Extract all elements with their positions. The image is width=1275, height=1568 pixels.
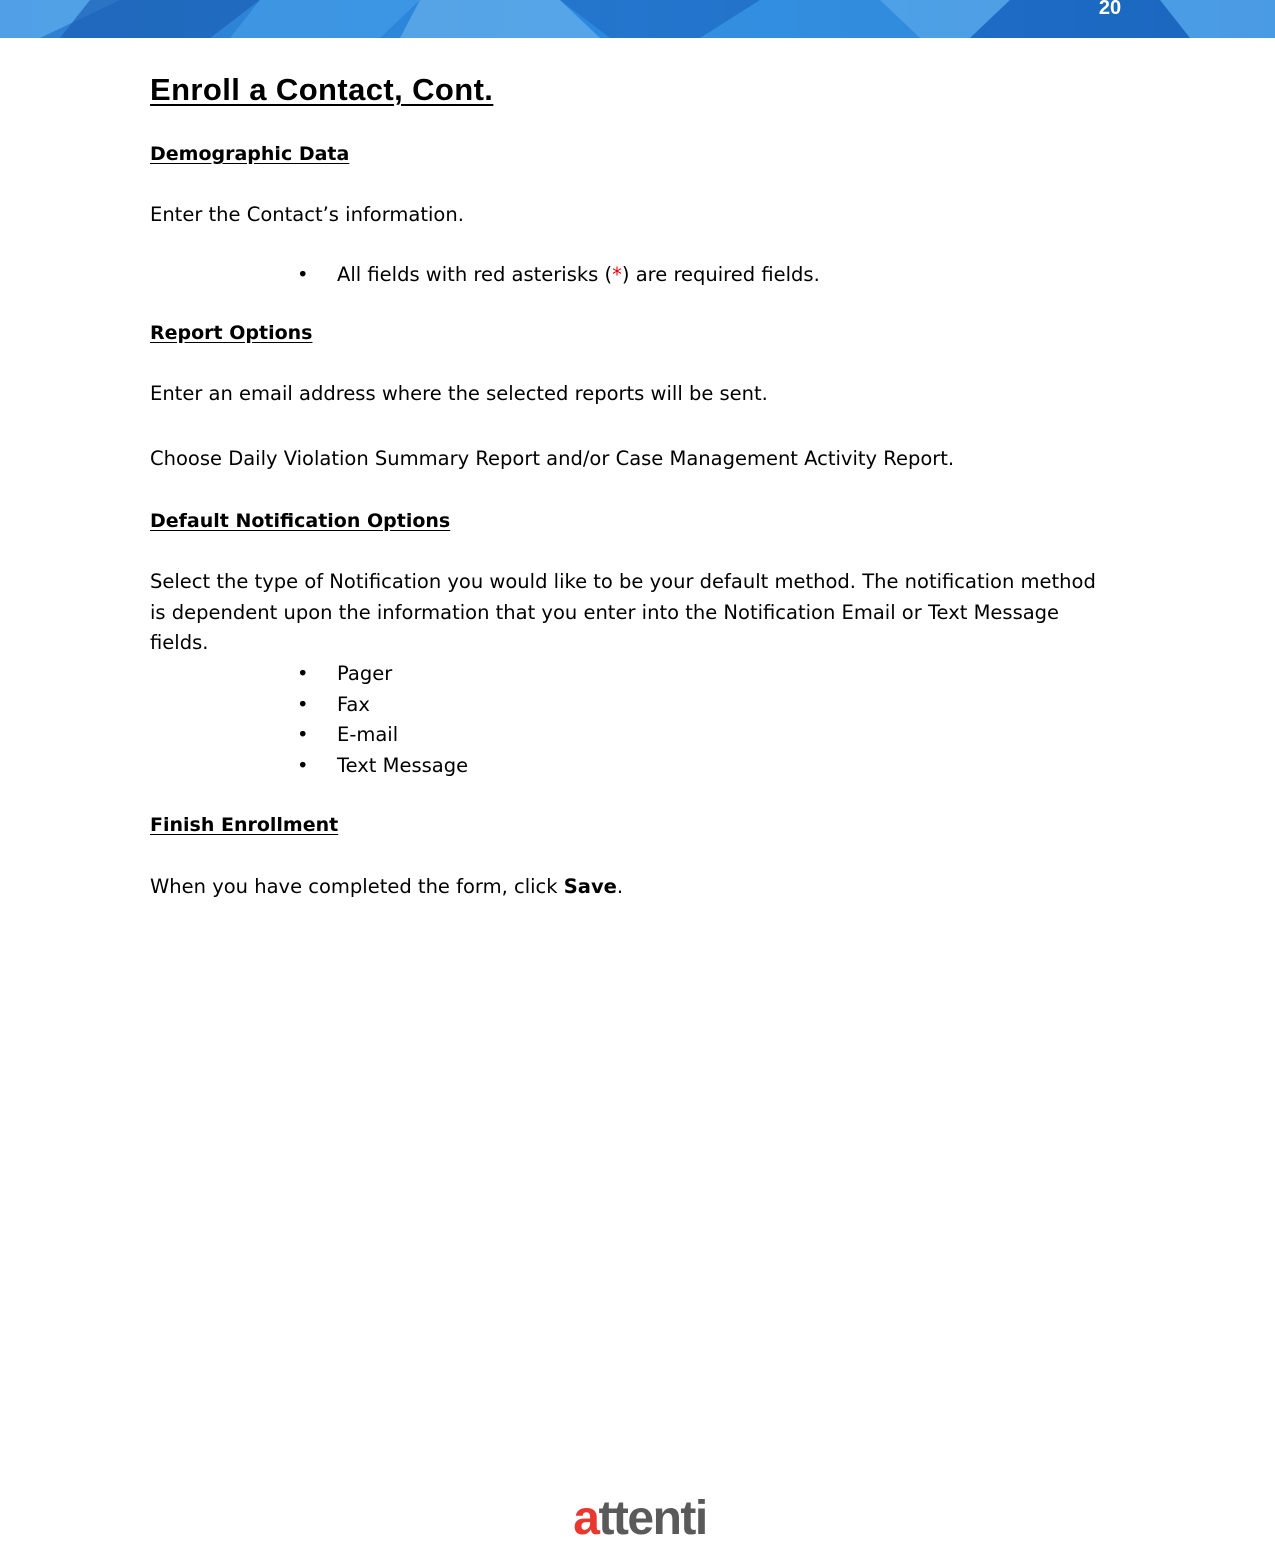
- list-item-label: Text Message: [337, 754, 469, 777]
- notification-text: Select the type of Notification you would like to be your default method. The notification method is dependent upon the information that you enter into the Notification Email or Text Message fields.: [150, 570, 1096, 654]
- section-heading-report-options: Report Options: [150, 322, 313, 344]
- report-options-text-email: Enter an email address where the selected reports will be sent.: [150, 382, 768, 405]
- list-item: [297, 659, 393, 690]
- bullet-icon: •: [297, 723, 309, 746]
- list-item-label: E-mail: [337, 723, 399, 746]
- page-number: 20: [1098, 0, 1122, 19]
- list-item: [297, 720, 399, 751]
- finish-text-suffix: .: [616, 875, 624, 898]
- bullet-icon: •: [297, 662, 309, 685]
- section-heading-notification: Default Notification Options: [150, 510, 451, 532]
- section-heading-finish: Finish Enrollment: [150, 814, 339, 836]
- header-band: [0, 0, 1275, 38]
- required-fields-suffix: ) are required fields.: [621, 263, 820, 286]
- required-fields-prefix: All fields with red asterisks (: [337, 263, 613, 286]
- list-item-label: Fax: [337, 693, 370, 716]
- section-heading-demographic: Demographic Data: [150, 143, 350, 165]
- report-options-text-choose: Choose Daily Violation Summary Report and/or Case Management Activity Report.: [150, 447, 955, 470]
- page-title: Enroll a Contact, Cont.: [150, 72, 494, 107]
- bullet-icon: •: [297, 693, 309, 716]
- attenti-logo: [555, 1488, 725, 1544]
- list-item-label: Pager: [337, 662, 393, 685]
- list-item-required-fields: [297, 260, 820, 291]
- svg-text:attenti: attenti: [573, 1492, 707, 1544]
- list-item: [297, 751, 469, 782]
- finish-text-prefix: When you have completed the form, click: [150, 875, 564, 898]
- logo-text: ttenti: [598, 1492, 707, 1544]
- finish-text: [150, 872, 1110, 903]
- save-keyword: Save: [563, 875, 617, 898]
- bullet-icon: •: [297, 263, 309, 286]
- demographic-text: Enter the Contact’s information.: [150, 203, 464, 226]
- list-item: [297, 690, 370, 721]
- red-asterisk: *: [612, 263, 622, 286]
- bullet-icon: •: [297, 754, 309, 777]
